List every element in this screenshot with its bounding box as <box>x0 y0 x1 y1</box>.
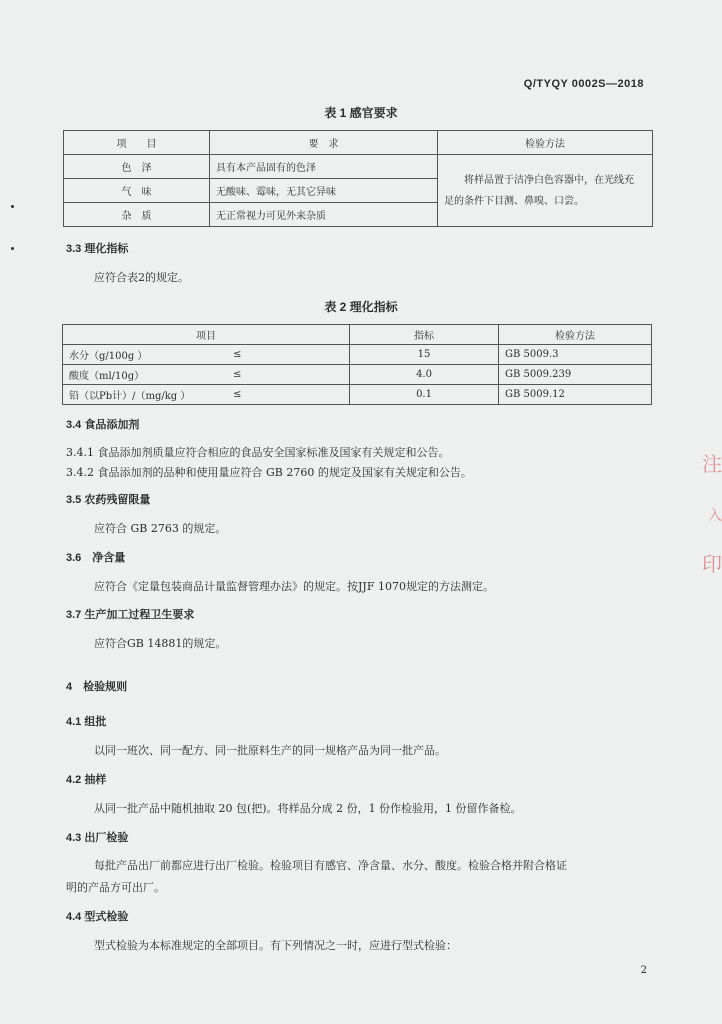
table-cell: 铅（以Pb计）/（mg/kg ） <box>63 385 226 405</box>
table-cell: 具有本产品固有的色泽 <box>210 155 438 179</box>
section-heading: 4.3 出厂检验 <box>66 832 129 844</box>
section-heading: 4.1 组批 <box>66 716 107 728</box>
table-cell: ≤ <box>225 345 350 365</box>
scan-dot <box>11 205 14 208</box>
method-line: 将样品置于洁净白色容器中，在光线充 <box>464 174 634 186</box>
table-cell: 4.0 <box>350 365 499 385</box>
page-number: 2 <box>640 965 647 976</box>
table-cell: GB 5009.3 <box>499 345 652 365</box>
stamp-fragment: 注 <box>702 452 722 476</box>
physchem-table <box>62 324 652 405</box>
table-cell: 0.1 <box>350 385 499 405</box>
section-text: 3.4.2 食品添加剂的品种和使用量应符合 GB 2760 的规定及国家有关规定和公告。 <box>66 466 472 479</box>
table-cell: 无正常视力可见外来杂质 <box>210 203 438 227</box>
table-cell: ≤ <box>225 385 350 405</box>
section-text: 应符合 GB 2763 的规定。 <box>94 522 227 535</box>
table-cell: 酸度（ml/10g） <box>63 365 226 385</box>
table-row <box>63 385 652 405</box>
table-header-cell: 检验方法 <box>499 325 652 345</box>
table-row <box>63 365 652 385</box>
sensory-table <box>63 130 653 227</box>
table-header-cell: 项 目 <box>64 131 210 155</box>
table-cell: 无酸味、霉味，无其它异味 <box>210 179 438 203</box>
section-heading: 4.2 抽样 <box>66 774 107 786</box>
section-text: 以同一班次、同一配方、同一批原料生产的同一规格产品为同一批产品。 <box>94 744 446 757</box>
table-cell: 15 <box>350 345 499 365</box>
section-text: 应符合表2的规定。 <box>94 271 189 284</box>
table2-title: 表 2 理化指标 <box>324 300 398 314</box>
table-header-cell: 项目 <box>63 325 350 345</box>
section-text: 应符合《定量包装商品计量监督管理办法》的规定。按JJF 1070规定的方法测定。 <box>94 580 494 593</box>
section-text: 明的产品方可出厂。 <box>66 881 165 894</box>
section-text: 型式检验为本标准规定的全部项目。有下列情况之一时，应进行型式检验： <box>94 939 457 952</box>
stamp-fragment: 入 <box>708 508 722 524</box>
scan-dot <box>11 247 14 250</box>
section-heading: 3.7 生产加工过程卫生要求 <box>66 609 195 621</box>
table-header-cell: 要 求 <box>210 131 438 155</box>
section-heading: 3.5 农药残留限量 <box>66 494 151 506</box>
chapter-heading: 4 检验规则 <box>66 681 128 693</box>
table-header-row <box>64 131 653 155</box>
section-heading: 3.3 理化指标 <box>66 243 129 255</box>
table-row <box>64 155 653 179</box>
section-text: 应符合GB 14881的规定。 <box>94 637 227 650</box>
table-cell: GB 5009.12 <box>499 385 652 405</box>
section-text: 从同一批产品中随机抽取 20 包(把)。将样品分成 2 份，1 份作检验用，1 份留作备检。 <box>94 802 522 815</box>
section-text: 3.4.1 食品添加剂质量应符合相应的食品安全国家标准及国家有关规定和公告。 <box>66 446 450 459</box>
table-cell: GB 5009.239 <box>499 365 652 385</box>
section-heading: 4.4 型式检验 <box>66 911 129 923</box>
table1-title: 表 1 感官要求 <box>324 106 398 120</box>
section-heading: 3.6 净含量 <box>66 552 126 564</box>
table-cell: 色 泽 <box>64 155 210 179</box>
standard-code: Q/TYQY 0002S—2018 <box>523 78 644 90</box>
table-header-cell: 检验方法 <box>438 131 653 155</box>
table-cell: 水分（g/100g ） <box>63 345 226 365</box>
inspection-method-cell <box>438 155 653 227</box>
table-header-row <box>63 325 652 345</box>
table-cell: 杂 质 <box>64 203 210 227</box>
table-cell: ≤ <box>225 365 350 385</box>
section-heading: 3.4 食品添加剂 <box>66 419 140 431</box>
table-header-cell: 指标 <box>350 325 499 345</box>
table-row <box>63 345 652 365</box>
table-cell: 气 味 <box>64 179 210 203</box>
method-line: 足的条件下目测、鼻嗅、口尝。 <box>444 195 584 207</box>
section-text: 每批产品出厂前都应进行出厂检验。检验项目有感官、净含量、水分、酸度。检验合格并附合格证 <box>94 859 567 872</box>
stamp-fragment: 印 <box>702 552 722 576</box>
